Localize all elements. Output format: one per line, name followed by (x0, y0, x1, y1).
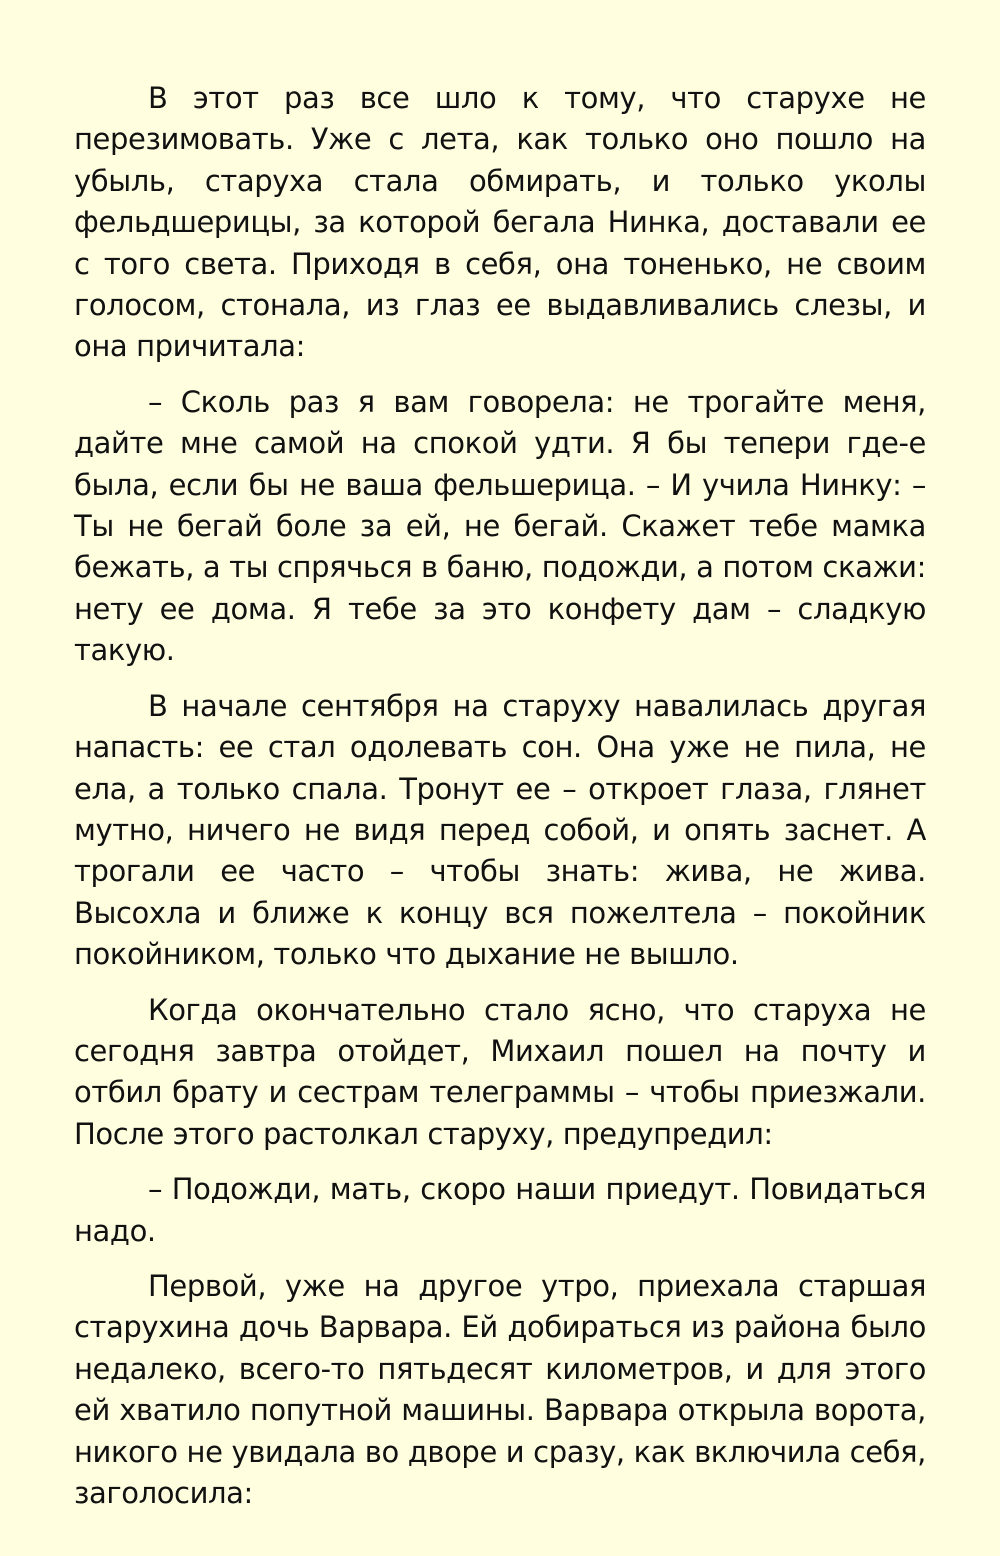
paragraph: Первой, уже на другое утро, приехала старшая старухина дочь Варвара. Ей добираться из района было недалеко, всего-то пятьдесят километров, и для этого ей хватило попутной машины. Варвара открыла ворота, никого не увидала во дворе и сразу, как включила себя, заголосила: (74, 1268, 926, 1510)
paragraph: Когда окончательно стало ясно, что старуха не сегодня завтра отойдет, Михаил пошел на почту и отбил брату и сестрам телеграммы – чтобы приезжали. После этого растолкал старуху, предупредил: (74, 992, 926, 1151)
paragraph: – Подожди, мать, скоро наши приедут. Повидаться надо. (74, 1172, 926, 1248)
text-page (74, 78, 926, 1528)
paragraph: – Сколь раз я вам говорела: не трогайте меня, дайте мне самой на спокой удти. Я бы тепери где-е была, если бы не ваша фельшерица. – И учила Нинку: – Ты не бегай боле за ей, не бегай. Скажет тебе мамка бежать, а ты спрячься в баню, подожди, а потом скажи: нету ее дома. Я тебе за это конфету дам – сладкую такую. (74, 384, 926, 668)
paragraph: В начале сентября на старуху навалилась другая напасть: ее стал одолевать сон. Она уже не пила, не ела, а только спала. Тронут ее – откроет глаза, глянет мутно, ничего не видя перед собой, и опять заснет. А трогали ее часто – чтобы знать: жива, не жива. Высохла и ближе к концу вся пожелтела – покойник покойником, только что дыхание не вышло. (74, 688, 926, 972)
paragraph: В этот раз все шло к тому, что старухе не перезимовать. Уже с лета, как только оно пошло на убыль, старуха стала обмирать, и только уколы фельдшерицы, за которой бегала Нинка, доставали ее с того света. Приходя в себя, она тоненько, не своим голосом, стонала, из глаз ее выдавливались слезы, и она причитала: (74, 81, 926, 364)
